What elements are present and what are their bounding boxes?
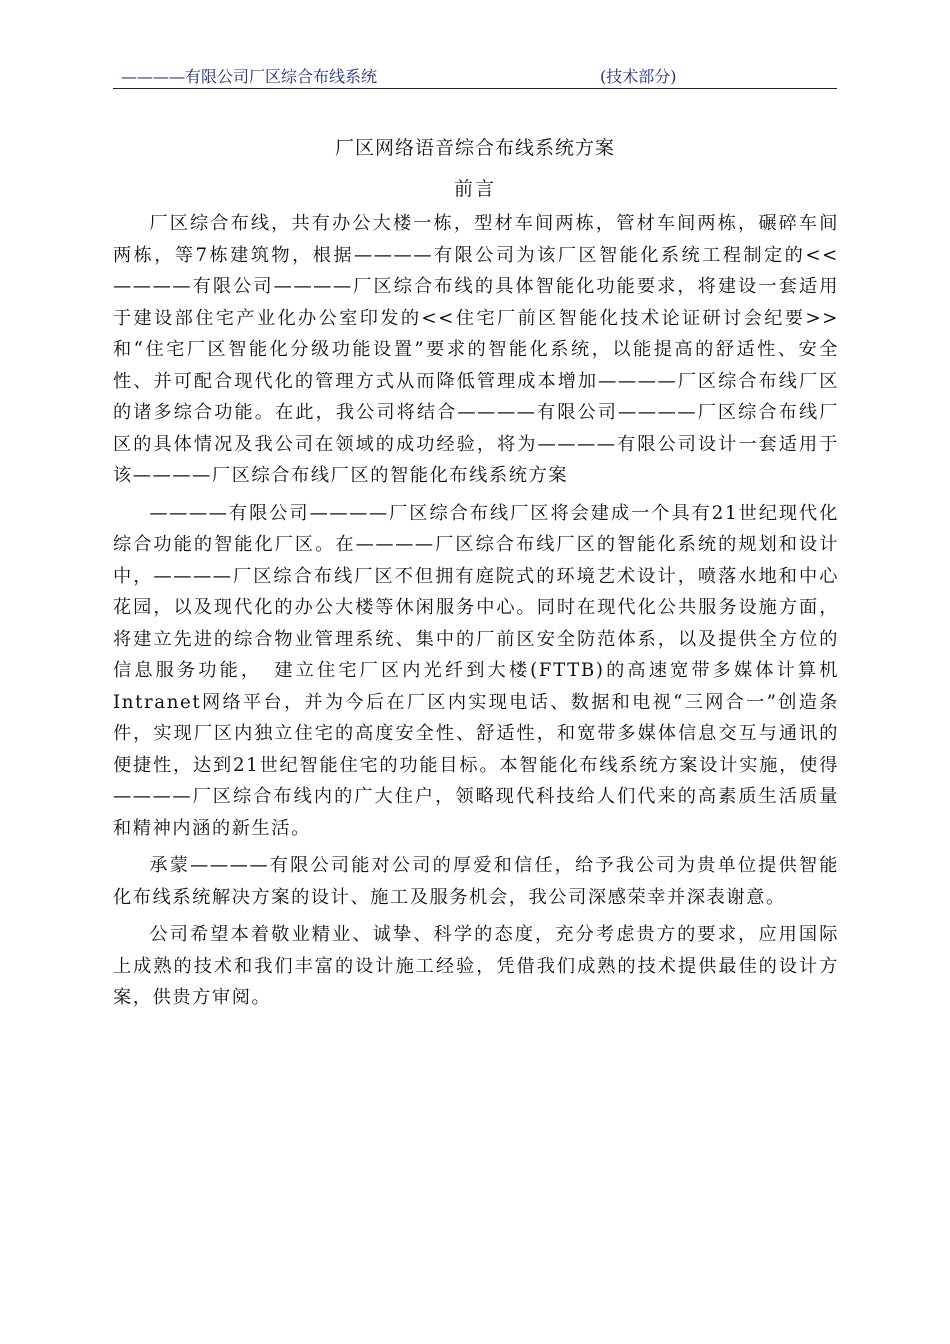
paragraph-thanks: 承蒙————有限公司能对公司的厚爱和信任，给予我公司为贵单位提供智能化布线系统解决方案的设计、施工及服务机会，我公司深感荣幸并深表谢意。	[113, 855, 839, 908]
document-body	[113, 208, 839, 1020]
paragraph-vision: ————有限公司————厂区综合布线厂区将会建成一个具有21世纪现代化综合功能的智能化厂区。在————厂区综合布线厂区的智能化系统的规划和设计中，————厂区综合布线厂区不但拥有庭院式的环境艺术设计，喷落水地和中心花园，以及现代化的办公大楼等休闲服务中心。同时在现代化公共服务设施方面，将建立先进的综合物业管理系统、集中的厂前区安全防范体系，以及提供全方位的信息服务功能， 建立住宅厂区内光纤到大楼(FTTB)的高速宽带多媒体计算机Intranet网络平台，并为今后在厂区内实现电话、数据和电视“三网合一”创造条件，实现厂区内独立住宅的高度安全性、舒适性，和宽带多媒体信息交互与通讯的便捷性，达到21世纪智能住宅的功能目标。本智能化布线系统方案设计实施，使得————厂区综合布线内的广大住户，领略现代科技给人们代来的高素质生活质量和精神内涵的新生活。	[113, 502, 839, 839]
document-subtitle: 前言	[453, 178, 496, 200]
paragraph-commitment: 公司希望本着敬业精业、诚挚、科学的态度，充分考虑贵方的要求，应用国际上成熟的技术和我们丰富的设计施工经验，凭借我们成熟的技术提供最佳的设计方案，供贵方审阅。	[113, 924, 839, 1008]
paragraph-intro: 厂区综合布线，共有办公大楼一栋，型材车间两栋，管材车间两栋，碾碎车间两栋，等7栋建筑物，根据————有限公司为该厂区智能化系统工程制定的<<————有限公司————厂区综合布线的具体智能化功能要求，将建设一套适用于建设部住宅产业化办公室印发的<<住宅厂前区智能化技术论证研讨会纪要>>和“住宅厂区智能化分级功能设置”要求的智能化系统，以能提高的舒适性、安全性、并可配合现代化的管理方式从而降低管理成本增加————厂区综合布线厂区的诸多综合功能。在此，我公司将结合————有限公司————厂区综合布线厂区的具体情况及我公司在领域的成功经验，将为————有限公司设计一套适用于该————厂区综合布线厂区的智能化布线系统方案	[113, 213, 839, 486]
document-title: 厂区网络语音综合布线系统方案	[334, 137, 615, 159]
page-header	[113, 62, 837, 89]
header-section-label: (技术部分)	[600, 67, 677, 86]
header-company-system: ————有限公司厂区综合布线系统	[121, 67, 378, 86]
